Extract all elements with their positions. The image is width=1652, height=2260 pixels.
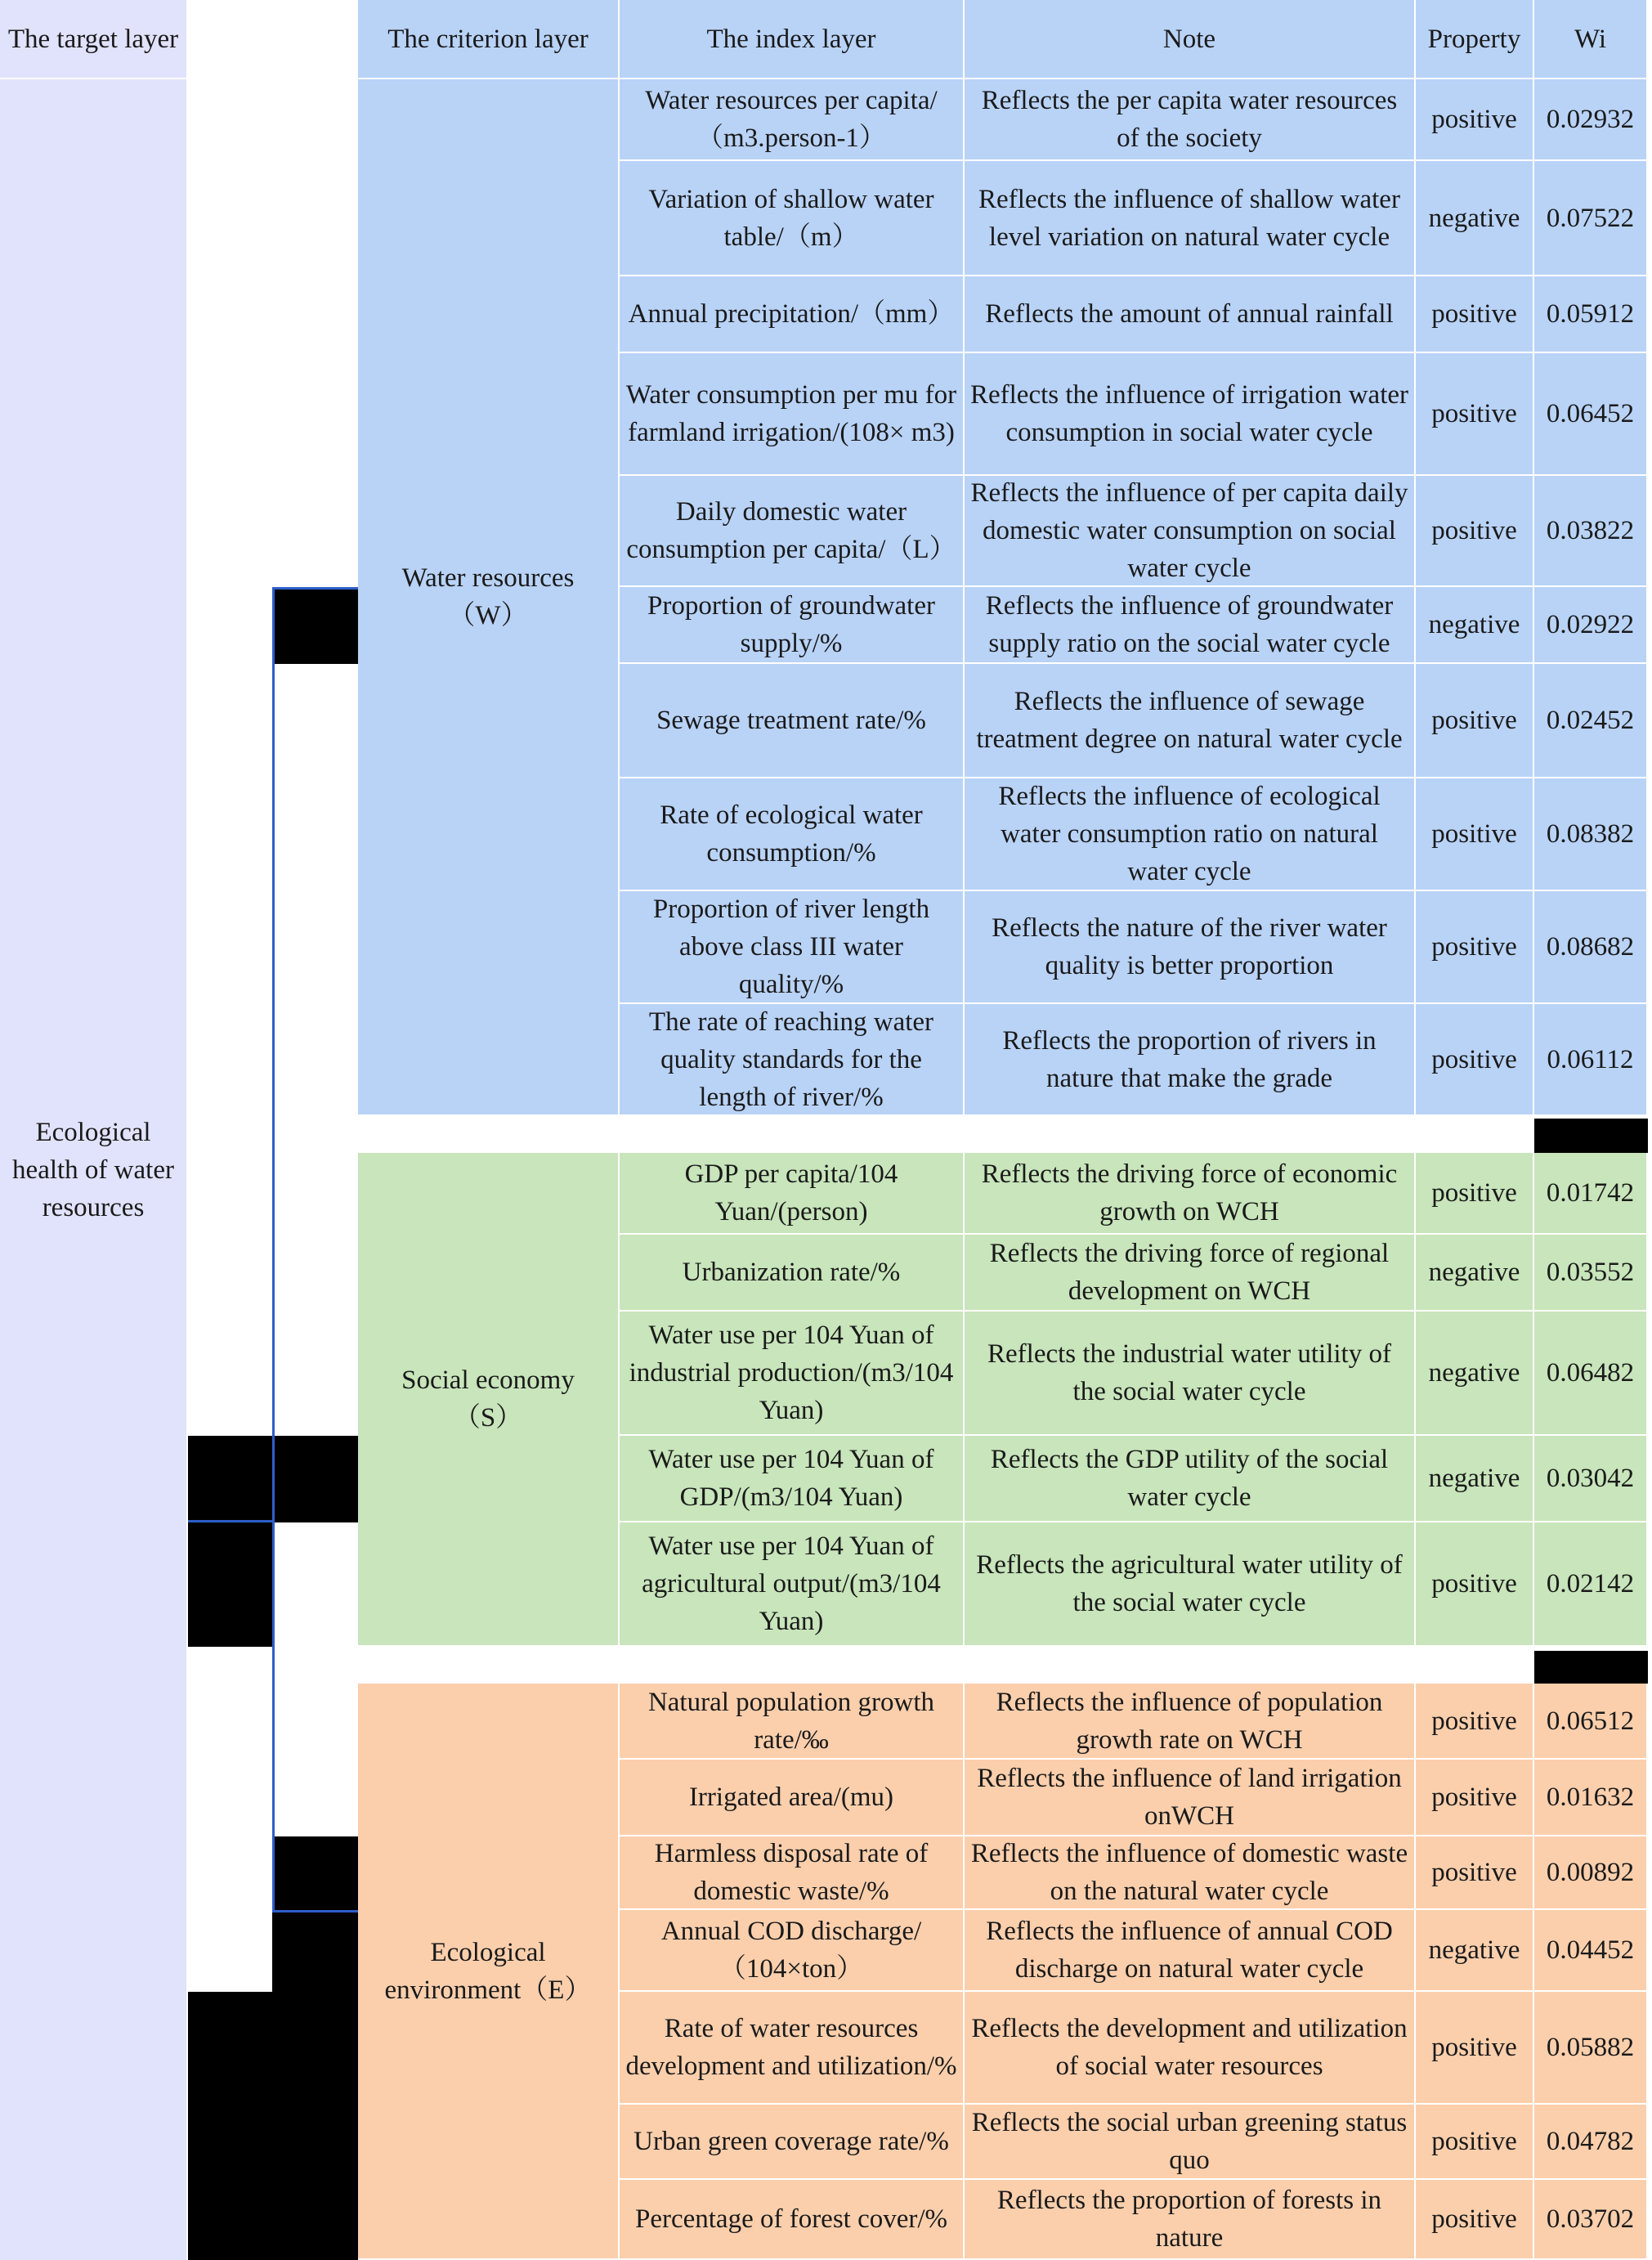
index-cell: Water resources per capita/（m3.person-1） <box>620 79 965 161</box>
property-cell: negative <box>1416 1312 1534 1436</box>
note-cell: Reflects the influence of domestic waste on the natural water cycle <box>965 1836 1416 1910</box>
property-cell: positive <box>1416 476 1534 587</box>
index-cell: Rate of water resources development and utilization/% <box>620 1992 965 2105</box>
note-cell: Reflects the influence of shallow water level variation on natural water cycle <box>965 161 1416 276</box>
note-cell: Reflects the development and utilization of social water resources <box>965 1992 1416 2105</box>
criterion-ecological-environment: Ecological environment（E） <box>358 1684 620 2260</box>
property-cell: positive <box>1416 778 1534 891</box>
index-cell: The rate of reaching water quality standards for the length of river/% <box>620 1004 965 1116</box>
property-cell: positive <box>1416 79 1534 161</box>
property-cell: positive <box>1416 1684 1534 1760</box>
note-cell: Reflects the per capita water resources of the society <box>965 79 1416 161</box>
note-cell: Reflects the proportion of forests in nature <box>965 2180 1416 2260</box>
note-cell: Reflects the agricultural water utility of the social water cycle <box>965 1522 1416 1647</box>
index-cell: GDP per capita/104 Yuan/(person) <box>620 1153 965 1235</box>
index-cell: Daily domestic water consumption per capita/（L） <box>620 476 965 587</box>
note-cell: Reflects the influence of population growth rate on WCH <box>965 1684 1416 1760</box>
wi-cell: 0.07522 <box>1534 161 1648 276</box>
wi-cell: 0.06512 <box>1534 1684 1648 1760</box>
wi-cell: 0.01742 <box>1534 1153 1648 1235</box>
note-cell: Reflects the nature of the river water quality is better proportion <box>965 891 1416 1004</box>
wi-cell: 0.03042 <box>1534 1436 1648 1522</box>
wi-cell: 0.04452 <box>1534 1910 1648 1992</box>
note-cell: Reflects the driving force of regional development on WCH <box>965 1235 1416 1312</box>
property-cell: positive <box>1416 276 1534 353</box>
note-cell: Reflects the influence of sewage treatment degree on natural water cycle <box>965 664 1416 778</box>
index-cell: Sewage treatment rate/% <box>620 664 965 778</box>
property-cell: positive <box>1416 1522 1534 1647</box>
wi-cell: 0.02932 <box>1534 79 1648 161</box>
property-cell: negative <box>1416 161 1534 276</box>
index-cell: Proportion of groundwater supply/% <box>620 587 965 664</box>
wi-cell: 0.02142 <box>1534 1522 1648 1647</box>
wi-cell: 0.05882 <box>1534 1992 1648 2105</box>
index-cell: Water use per 104 Yuan of industrial production/(m3/104 Yuan) <box>620 1312 965 1436</box>
index-cell: Annual precipitation/（mm） <box>620 276 965 353</box>
index-cell: Water consumption per mu for farmland irrigation/(108× m3) <box>620 353 965 476</box>
wi-cell: 0.03552 <box>1534 1235 1648 1312</box>
note-cell: Reflects the GDP utility of the social water cycle <box>965 1436 1416 1522</box>
target-layer-cell: Ecological health of water resources <box>0 79 186 2260</box>
criterion-water-resources: Water resources （W） <box>358 79 620 1116</box>
header-property: Property <box>1416 0 1534 79</box>
note-cell: Reflects the social urban greening status quo <box>965 2105 1416 2180</box>
index-cell: Irrigated area/(mu) <box>620 1760 965 1836</box>
property-cell: negative <box>1416 1910 1534 1992</box>
property-cell: positive <box>1416 1992 1534 2105</box>
wi-cell: 0.08382 <box>1534 778 1648 891</box>
black-block <box>188 1992 274 2260</box>
wi-cell: 0.03822 <box>1534 476 1648 587</box>
tree-line <box>188 1520 274 1522</box>
wi-cell: 0.03702 <box>1534 2180 1648 2260</box>
header-criterion-layer: The criterion layer <box>358 0 620 79</box>
tree-line <box>272 587 275 1912</box>
property-cell: positive <box>1416 664 1534 778</box>
property-cell: negative <box>1416 1436 1534 1522</box>
header-index-layer: The index layer <box>620 0 965 79</box>
index-cell: Variation of shallow water table/（m） <box>620 161 965 276</box>
index-cell: Annual COD discharge/（104×ton） <box>620 1910 965 1992</box>
property-cell: positive <box>1416 2105 1534 2180</box>
property-cell: positive <box>1416 2180 1534 2260</box>
header-note: Note <box>965 0 1416 79</box>
index-cell: Urban green coverage rate/% <box>620 2105 965 2180</box>
index-cell: Urbanization rate/% <box>620 1235 965 1312</box>
wi-cell: 0.06482 <box>1534 1312 1648 1436</box>
black-block <box>1534 1651 1648 1684</box>
property-cell: positive <box>1416 353 1534 476</box>
wi-cell: 0.02922 <box>1534 587 1648 664</box>
property-cell: positive <box>1416 891 1534 1004</box>
note-cell: Reflects the influence of land irrigation onWCH <box>965 1760 1416 1836</box>
wi-cell: 0.06112 <box>1534 1004 1648 1116</box>
black-block <box>1534 1119 1648 1153</box>
wi-cell: 0.08682 <box>1534 891 1648 1004</box>
black-block <box>188 1436 274 1647</box>
note-cell: Reflects the amount of annual rainfall <box>965 276 1416 353</box>
index-cell: Water use per 104 Yuan of GDP/(m3/104 Yuan) <box>620 1436 965 1522</box>
index-cell: Harmless disposal rate of domestic waste/% <box>620 1836 965 1910</box>
header-wi: Wi <box>1534 0 1648 79</box>
property-cell: positive <box>1416 1004 1534 1116</box>
property-cell: positive <box>1416 1760 1534 1836</box>
wi-cell: 0.02452 <box>1534 664 1648 778</box>
black-block <box>272 587 358 664</box>
wi-cell: 0.00892 <box>1534 1836 1648 1910</box>
tree-line <box>272 1910 358 1912</box>
black-block <box>272 1836 358 2260</box>
property-cell: positive <box>1416 1836 1534 1910</box>
index-cell: Rate of ecological water consumption/% <box>620 778 965 891</box>
property-cell: positive <box>1416 1153 1534 1235</box>
note-cell: Reflects the industrial water utility of the social water cycle <box>965 1312 1416 1436</box>
note-cell: Reflects the influence of ecological water consumption ratio on natural water cycle <box>965 778 1416 891</box>
wi-cell: 0.06452 <box>1534 353 1648 476</box>
note-cell: Reflects the influence of per capita daily domestic water consumption on social water cycle <box>965 476 1416 587</box>
header-target-layer: The target layer <box>0 0 186 79</box>
black-block <box>272 1436 358 1522</box>
note-cell: Reflects the proportion of rivers in nature that make the grade <box>965 1004 1416 1116</box>
property-cell: negative <box>1416 587 1534 664</box>
index-cell: Proportion of river length above class III water quality/% <box>620 891 965 1004</box>
property-cell: negative <box>1416 1235 1534 1312</box>
tree-line <box>272 587 358 590</box>
index-cell: Percentage of forest cover/% <box>620 2180 965 2260</box>
wi-cell: 0.01632 <box>1534 1760 1648 1836</box>
wi-cell: 0.05912 <box>1534 276 1648 353</box>
note-cell: Reflects the influence of annual COD discharge on natural water cycle <box>965 1910 1416 1992</box>
note-cell: Reflects the influence of groundwater supply ratio on the social water cycle <box>965 587 1416 664</box>
index-cell: Water use per 104 Yuan of agricultural output/(m3/104 Yuan) <box>620 1522 965 1647</box>
note-cell: Reflects the driving force of economic growth on WCH <box>965 1153 1416 1235</box>
criterion-social-economy: Social economy （S） <box>358 1153 620 1647</box>
index-cell: Natural population growth rate/‰ <box>620 1684 965 1760</box>
note-cell: Reflects the influence of irrigation water consumption in social water cycle <box>965 353 1416 476</box>
wi-cell: 0.04782 <box>1534 2105 1648 2180</box>
